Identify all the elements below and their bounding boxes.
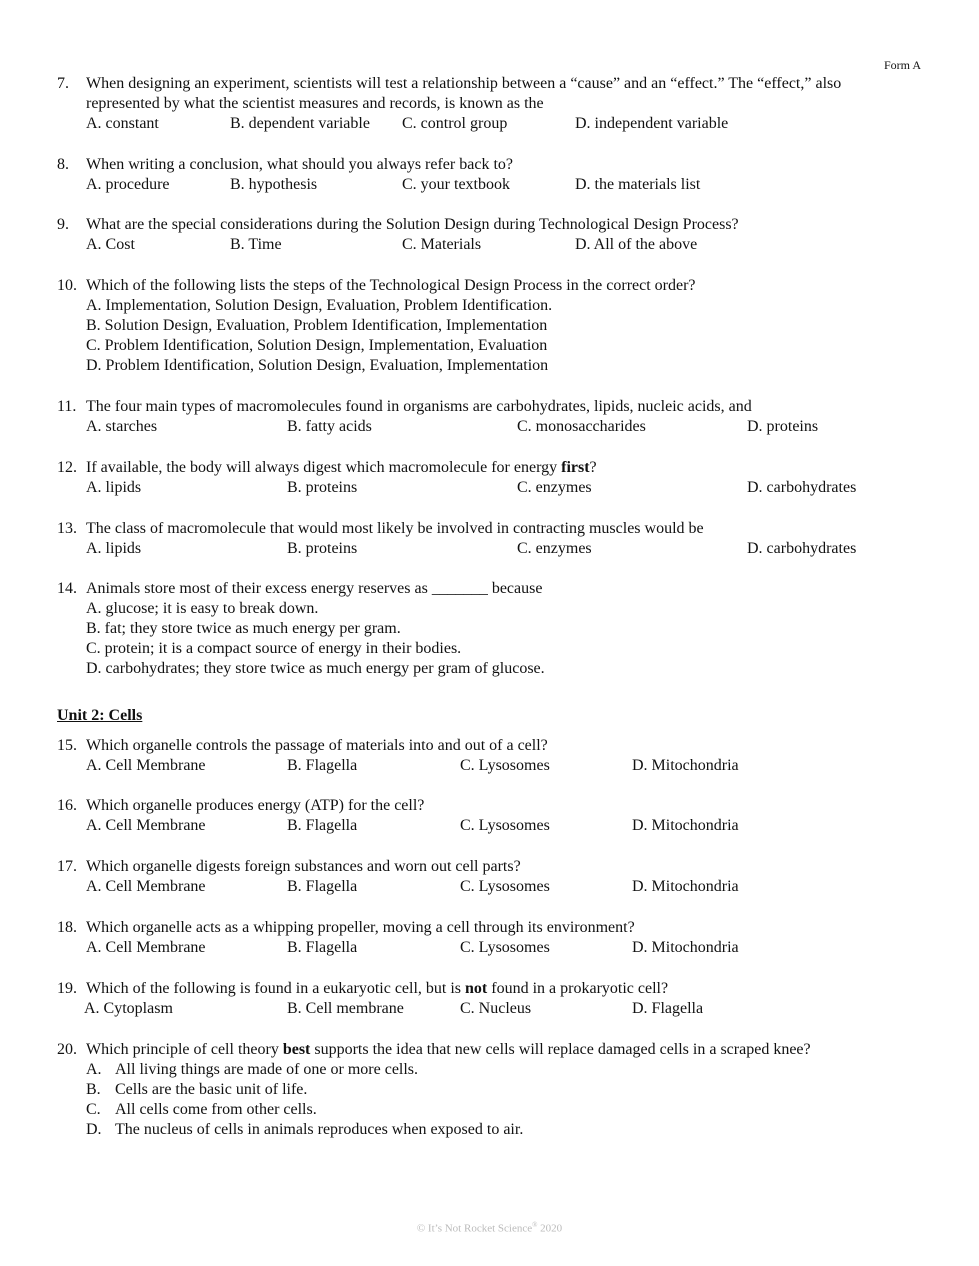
option-d[interactable]: D. independent variable xyxy=(575,115,729,132)
question-number: 13. xyxy=(57,520,77,537)
question-number: 12. xyxy=(57,459,77,476)
question-text-part: found in a prokaryotic cell? xyxy=(487,980,669,997)
option-a[interactable]: A. starches xyxy=(86,418,158,435)
option-letter: A. xyxy=(86,1061,102,1078)
option-a[interactable]: A. Implementation, Solution Design, Evaluation, Problem Identification. xyxy=(86,297,553,314)
unit-heading: Unit 2: Cells xyxy=(57,707,143,724)
question-text-part: Which of the following is found in a eukaryotic cell, but is xyxy=(86,980,466,997)
question-text-line-2: represented by what the scientist measures and records, is known as the xyxy=(86,95,544,112)
emphasis-text: first xyxy=(561,459,590,476)
option-d[interactable]: D. proteins xyxy=(747,418,819,435)
option-b[interactable] xyxy=(86,1080,937,1100)
option-a[interactable]: A. glucose; it is easy to break down. xyxy=(86,600,319,617)
question-17 xyxy=(57,857,937,897)
question-16 xyxy=(57,796,937,836)
option-letter: D. xyxy=(86,1121,102,1138)
question-text: The four main types of macromolecules found in organisms are carbohydrates, lipids, nucleic acids, and xyxy=(86,398,752,415)
option-d[interactable]: D. Flagella xyxy=(632,1000,704,1017)
emphasis-text: not xyxy=(465,980,488,997)
form-label: Form A xyxy=(883,58,921,72)
question-number: 8. xyxy=(57,156,69,173)
option-c[interactable]: C. control group xyxy=(402,115,508,132)
answer-options xyxy=(86,877,937,897)
question-text: When writing a conclusion, what should you always refer back to? xyxy=(86,156,513,173)
option-text: All living things are made of one or more cells. xyxy=(115,1061,419,1078)
copyright-text: © It’s Not Rocket Science xyxy=(416,1222,533,1235)
question-text: Which organelle produces energy (ATP) for the cell? xyxy=(86,797,425,814)
question-text: Animals store most of their excess energy reserves as _______ because xyxy=(86,580,543,597)
option-a[interactable]: A. Cell Membrane xyxy=(86,757,206,774)
option-d[interactable]: D. Problem Identification, Solution Design, Evaluation, Implementation xyxy=(86,357,549,374)
option-a[interactable]: A. lipids xyxy=(86,540,142,557)
option-d[interactable]: D. Mitochondria xyxy=(632,757,739,774)
option-c[interactable]: C. monosaccharides xyxy=(517,418,646,435)
question-text: Which organelle acts as a whipping propeller, moving a cell through its environment? xyxy=(86,919,635,936)
option-c[interactable]: C. Lysosomes xyxy=(460,817,550,834)
question-15 xyxy=(57,736,937,776)
answer-options xyxy=(86,938,937,958)
question-text-line-1: When designing an experiment, scientists will test a relationship between a “cause” and an “effect.” The “effect,” also xyxy=(86,75,842,92)
question-number: 15. xyxy=(57,737,77,754)
question-11 xyxy=(57,397,937,437)
question-20 xyxy=(57,1040,937,1140)
option-b[interactable]: B. Time xyxy=(230,236,282,253)
option-c[interactable]: C. protein; it is a compact source of energy in their bodies. xyxy=(86,640,462,657)
option-b[interactable]: B. Flagella xyxy=(287,939,358,956)
option-c[interactable]: C. Lysosomes xyxy=(460,757,550,774)
question-number: 9. xyxy=(57,216,69,233)
question-10 xyxy=(57,276,937,376)
option-c[interactable] xyxy=(86,1100,937,1120)
option-c[interactable]: C. Problem Identification, Solution Design, Implementation, Evaluation xyxy=(86,337,548,354)
answer-options xyxy=(86,417,937,437)
option-b[interactable]: B. proteins xyxy=(287,540,358,557)
option-b[interactable]: B. Flagella xyxy=(287,878,358,895)
question-text: What are the special considerations during the Solution Design during Technological Design Process? xyxy=(86,216,739,233)
option-b[interactable]: B. Cell membrane xyxy=(287,1000,404,1017)
option-c[interactable]: C. Nucleus xyxy=(460,1000,532,1017)
option-text: The nucleus of cells in animals reproduces when exposed to air. xyxy=(115,1121,524,1138)
option-a[interactable]: A. Cell Membrane xyxy=(86,939,206,956)
question-text-part: ? xyxy=(589,459,597,476)
option-d[interactable] xyxy=(86,1120,937,1140)
question-text xyxy=(86,979,937,999)
option-b[interactable]: B. fatty acids xyxy=(287,418,372,435)
question-7 xyxy=(57,74,937,134)
answer-options xyxy=(86,756,937,776)
option-d[interactable]: D. Mitochondria xyxy=(632,878,739,895)
option-a[interactable]: A. Cell Membrane xyxy=(86,817,206,834)
answer-options xyxy=(86,235,937,255)
option-a[interactable]: A. procedure xyxy=(86,176,170,193)
answer-options xyxy=(86,114,937,134)
option-c[interactable]: C. enzymes xyxy=(517,479,592,496)
option-d[interactable]: D. the materials list xyxy=(575,176,701,193)
emphasis-text: best xyxy=(282,1041,311,1058)
option-a[interactable]: A. constant xyxy=(86,115,159,132)
option-b[interactable]: B. proteins xyxy=(287,479,358,496)
question-8 xyxy=(57,155,937,195)
option-d[interactable]: D. Mitochondria xyxy=(632,939,739,956)
option-letter: B. xyxy=(86,1081,101,1098)
option-text: Cells are the basic unit of life. xyxy=(115,1081,308,1098)
option-a[interactable]: A. Cost xyxy=(86,236,135,253)
option-d[interactable]: D. All of the above xyxy=(575,236,698,253)
option-a[interactable] xyxy=(86,1060,937,1080)
question-number: 19. xyxy=(57,980,77,997)
option-b[interactable]: B. fat; they store twice as much energy per gram. xyxy=(86,620,401,637)
answer-options xyxy=(86,816,937,836)
question-number: 17. xyxy=(57,858,77,875)
answer-options xyxy=(86,175,937,195)
option-d[interactable]: D. carbohydrates; they store twice as much energy per gram of glucose. xyxy=(86,660,545,677)
option-b[interactable]: B. dependent variable xyxy=(230,115,370,132)
question-18 xyxy=(57,918,937,958)
option-c[interactable]: C. Lysosomes xyxy=(460,878,550,895)
question-text: The class of macromolecule that would most likely be involved in contracting muscles would be xyxy=(86,520,704,537)
option-b[interactable]: B. Flagella xyxy=(287,817,358,834)
question-number: 11. xyxy=(57,398,77,415)
registered-mark: ® xyxy=(532,1221,538,1229)
question-text-part: If available, the body will always digest which macromolecule for energy xyxy=(86,459,562,476)
question-number: 16. xyxy=(57,797,77,814)
copyright-year: 2020 xyxy=(537,1222,563,1235)
question-19 xyxy=(57,979,937,1019)
question-12 xyxy=(57,458,937,498)
question-text-part: Which principle of cell theory xyxy=(86,1041,283,1058)
copyright-footer xyxy=(0,1215,979,1239)
option-a[interactable]: A. Cytoplasm xyxy=(84,1000,173,1017)
option-b[interactable]: B. Solution Design, Evaluation, Problem Identification, Implementation xyxy=(86,317,548,334)
option-a[interactable]: A. Cell Membrane xyxy=(86,878,206,895)
option-c[interactable]: C. your textbook xyxy=(402,176,510,193)
question-text: Which organelle controls the passage of materials into and out of a cell? xyxy=(86,737,548,754)
question-text xyxy=(86,1040,937,1060)
option-d[interactable]: D. carbohydrates xyxy=(747,540,857,557)
option-b[interactable]: B. Flagella xyxy=(287,757,358,774)
question-14 xyxy=(57,579,937,679)
option-d[interactable]: D. carbohydrates xyxy=(747,479,857,496)
option-c[interactable]: C. Lysosomes xyxy=(460,939,550,956)
question-number: 10. xyxy=(57,277,77,294)
question-text: Which organelle digests foreign substances and worn out cell parts? xyxy=(86,858,521,875)
answer-options xyxy=(86,478,937,498)
question-9 xyxy=(57,215,937,255)
question-number: 20. xyxy=(57,1041,77,1058)
option-c[interactable]: C. enzymes xyxy=(517,540,592,557)
question-number: 7. xyxy=(57,75,69,92)
question-number: 18. xyxy=(57,919,77,936)
question-text: Which of the following lists the steps of the Technological Design Process in the correct order? xyxy=(86,277,696,294)
option-a[interactable]: A. lipids xyxy=(86,479,142,496)
question-text-part: supports the idea that new cells will replace damaged cells in a scraped knee? xyxy=(310,1041,811,1058)
question-text xyxy=(86,458,937,478)
option-c[interactable]: C. Materials xyxy=(402,236,482,253)
question-13 xyxy=(57,519,937,559)
answer-options xyxy=(86,539,937,559)
option-letter: C. xyxy=(86,1101,101,1118)
option-b[interactable]: B. hypothesis xyxy=(230,176,318,193)
option-d[interactable]: D. Mitochondria xyxy=(632,817,739,834)
option-text: All cells come from other cells. xyxy=(115,1101,317,1118)
answer-options xyxy=(84,999,937,1019)
question-number: 14. xyxy=(57,580,77,597)
